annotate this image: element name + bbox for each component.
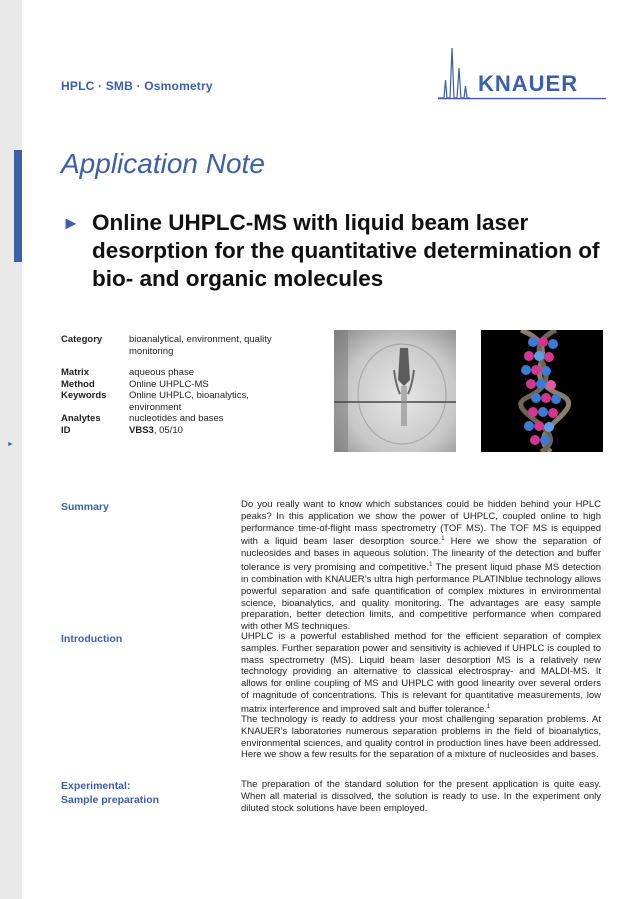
meta-key: ID bbox=[61, 424, 71, 436]
meta-row-method bbox=[61, 379, 289, 391]
meta-value: Online UHPLC, bioanalytics, environment bbox=[129, 390, 249, 413]
experimental-heading bbox=[61, 779, 159, 807]
meta-key: Keywords bbox=[61, 390, 107, 401]
metadata-table bbox=[61, 334, 289, 436]
knauer-logo bbox=[436, 40, 608, 102]
id-date: , 05/10 bbox=[153, 424, 183, 436]
introduction-text-2: The technology is ready to address your most challenging separation problems. At KNAUER’s laboratories numerous separation problems in the field of bioanalytics, environmental sciences, and quality control in production lines have been addressed. Here we show a few results for the separation of a mixture of nucleosides and bases. bbox=[241, 714, 601, 761]
introduction-text: UHPLC is a powerful established method for the efficient separation of complex samples. Further separation power and sensitivity is achieved if UHPLC is coupled to mass spectrometry (MS). Liquid beam laser desorption MS is a relatively new technology providing an alternative to classical electrospray- and MALDI-MS. It allows for online coupling of MS and UHPLC with good linearity over several orders of magnitude of concentrations. This is relevant for quantitative measurements, low matrix interference and improved salt and buffer tolerance.$^1$ bbox=[241, 631, 601, 715]
title-arrow-icon: ► bbox=[62, 213, 80, 233]
meta-key: Matrix bbox=[61, 367, 89, 378]
introduction-heading: Introduction bbox=[61, 633, 123, 645]
meta-row-category bbox=[61, 334, 289, 357]
product-tagline: HPLC · SMB · Osmometry bbox=[61, 79, 213, 93]
meta-value: Online UHPLC-MS bbox=[129, 378, 209, 390]
meta-key: Analytes bbox=[61, 413, 101, 424]
meta-row-id bbox=[61, 425, 289, 437]
left-margin bbox=[0, 0, 22, 899]
side-accent-bar bbox=[14, 150, 22, 262]
document-type: Application Note bbox=[61, 148, 265, 179]
meta-row-keywords bbox=[61, 390, 289, 413]
meta-row-matrix bbox=[61, 367, 289, 379]
page-title: Online UHPLC-MS with liquid beam laser desorption for the quantitative determination of bio- and organic molecules bbox=[92, 210, 600, 291]
liquid-beam-photo bbox=[334, 330, 456, 452]
logo-wordmark: KNAUER bbox=[478, 71, 579, 96]
meta-row-analytes bbox=[61, 413, 289, 425]
summary-heading: Summary bbox=[61, 501, 109, 513]
meta-value: nucleotides and bases bbox=[129, 413, 224, 424]
summary-text: Do you really want to know which substances could be hidden behind your HPLC peaks? In this application we show the power of UHPLC, coupled online to high performance time-of-flight mass spectrometry (TOF MS). The TOF MS is equipped with a liquid beam laser desorption source.$^1$ Here we show the separation of nucleosides and bases in aqueous solution. The linearity of the detection and buffer tolerance is very promising and competitive.$^1$ The present liquid phase MS detection in combination with KNAUER’s ultra high performance PLATINblue technology allows powerful separation and safe quantification of complex mixtures in environmental science, bioanalytics, and quality monitoring. The advantages are easy sample preparation, better detection limits, and competitive performance when compared with other MS techniques. bbox=[241, 499, 601, 633]
experimental-heading-line2: Sample preparation bbox=[61, 794, 160, 806]
meta-key: Category bbox=[61, 334, 103, 345]
meta-value bbox=[129, 425, 289, 437]
dna-helix-image bbox=[481, 330, 603, 452]
experimental-text: The preparation of the standard solution for the present application is quite easy. When all material is dissolved, the solution is ready to use. In the experiment only diluted stock solutions have been employed. bbox=[241, 779, 601, 814]
id-code: VBS3 bbox=[129, 424, 154, 436]
meta-value: bioanalytical, environment, quality monitoring bbox=[129, 334, 272, 357]
meta-value: aqueous phase bbox=[129, 367, 194, 378]
meta-key: Method bbox=[61, 378, 95, 390]
experimental-heading-line1: Experimental: bbox=[61, 780, 131, 792]
side-arrow-icon: ► bbox=[7, 441, 14, 448]
